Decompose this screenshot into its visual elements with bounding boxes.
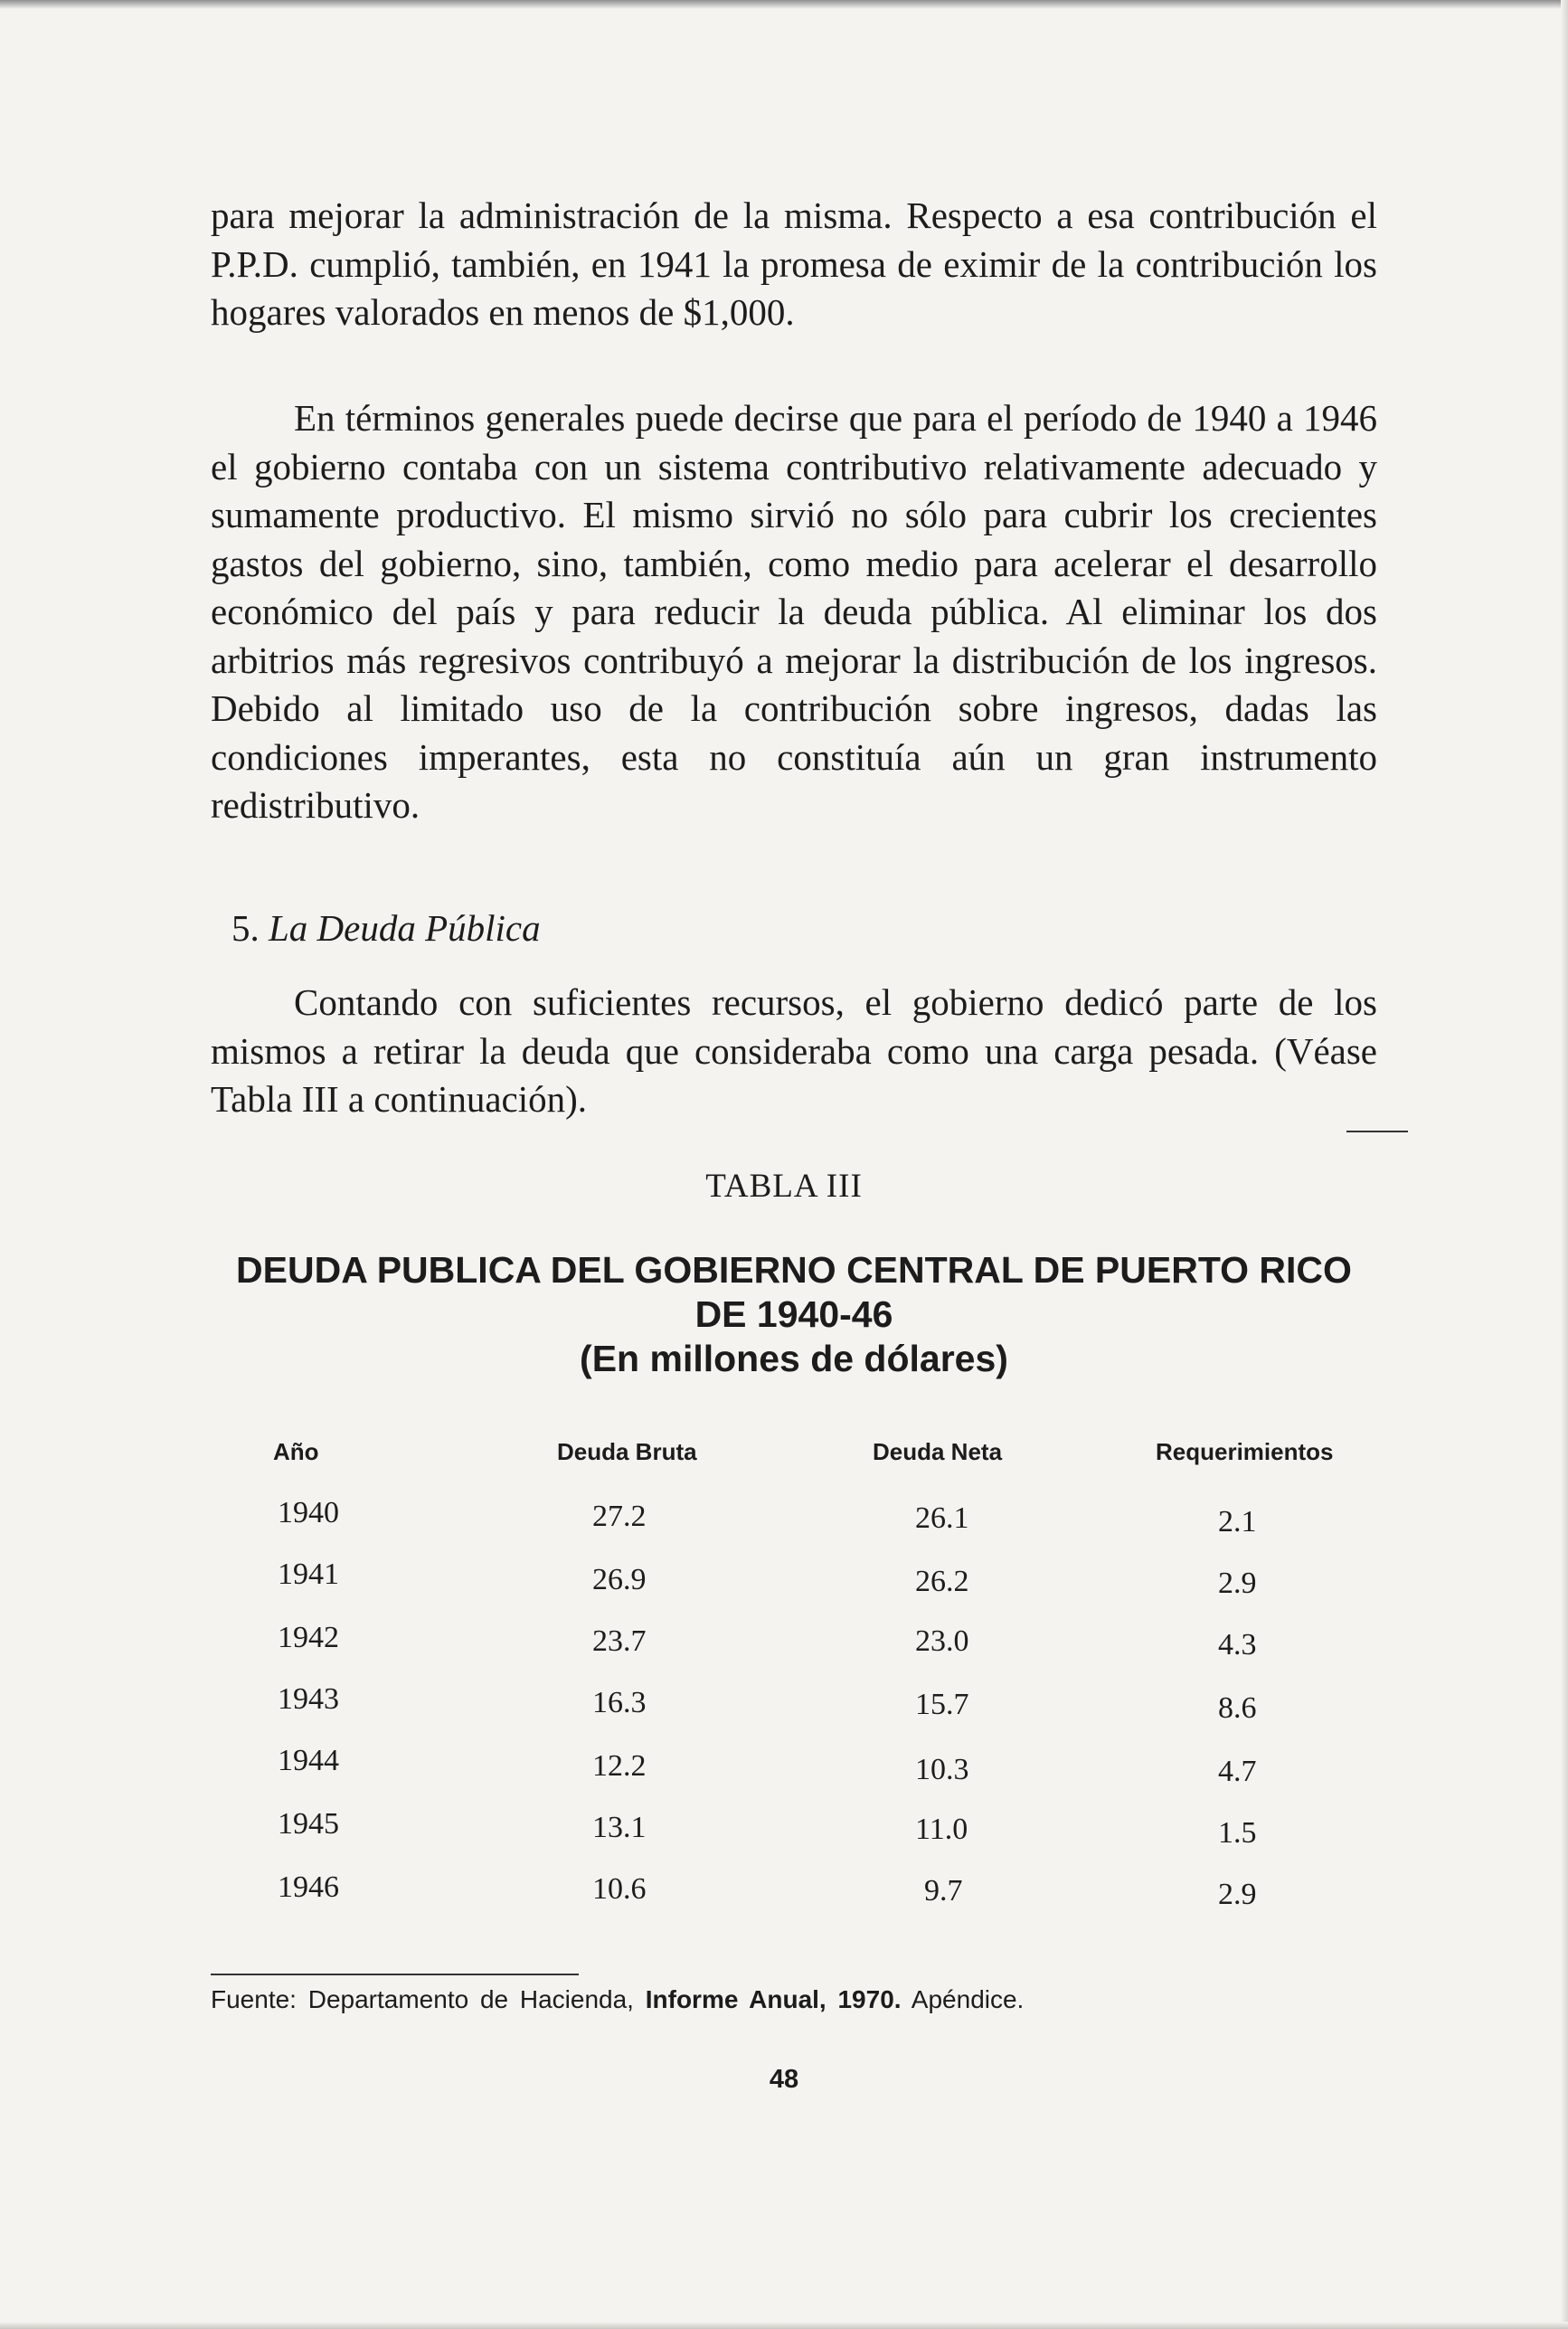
table-cell: 1943 xyxy=(278,1682,339,1716)
table-cell: 10.3 xyxy=(915,1753,969,1786)
section-title: La Deuda Pública xyxy=(269,907,541,949)
table-cell: 1942 xyxy=(278,1621,339,1654)
paragraph-2-text: En términos generales puede decirse que para el período de 1940 a 1946 el gobierno contaba con un sistema contributivo relativamente adecuado y sumamente productivo. El mismo sirvió no sólo para cubrir los crecientes gastos del gobierno, sino, también, como medio para acelerar el desarrollo económico del país y para reducir la deuda pública. Al eliminar los dos arbitrios más regresivos contribuyó a mejorar la distribución de los ingresos. Debido al limitado uso de la contribución sobre ingresos, dadas las condiciones imperantes, esta no constituía aún un gran instrumento redistributivo. xyxy=(211,397,1377,826)
table-cell: 11.0 xyxy=(915,1813,968,1846)
table-cell: 1.5 xyxy=(1218,1816,1257,1850)
table-cell: 1940 xyxy=(278,1496,339,1529)
table-cell: 26.1 xyxy=(915,1501,969,1535)
source-note xyxy=(211,1985,1024,2014)
page-number: 48 xyxy=(769,2065,799,2094)
table-cell: 2.1 xyxy=(1218,1505,1257,1538)
page-bottom-edge xyxy=(0,2322,1568,2329)
table-cell: 16.3 xyxy=(592,1686,647,1719)
table-cell: 1946 xyxy=(278,1870,339,1904)
table-cell: 26.2 xyxy=(915,1565,969,1598)
section-number: 5. xyxy=(231,907,260,949)
table-cell: 26.9 xyxy=(592,1563,647,1596)
paragraph-3 xyxy=(211,979,1377,1124)
paragraph-3-text: Contando con suficientes recursos, el gobierno dedicó parte de los mismos a retirar la deuda que consideraba como una carga pesada. (Véase Tabla III a continuación). xyxy=(211,981,1377,1120)
table-cell: 23.0 xyxy=(915,1624,969,1658)
section-heading xyxy=(231,904,541,952)
table-cell: 4.7 xyxy=(1218,1755,1257,1788)
header-net-debt: Deuda Neta xyxy=(873,1438,1003,1465)
table-cell: 13.1 xyxy=(592,1811,647,1844)
table-title xyxy=(211,1248,1377,1381)
header-gross-debt: Deuda Bruta xyxy=(557,1438,697,1465)
table-cell: 12.2 xyxy=(592,1749,647,1783)
paragraph-1 xyxy=(211,192,1377,337)
table-cell: 23.7 xyxy=(592,1624,647,1658)
table-cell: 1941 xyxy=(278,1557,339,1591)
margin-dash xyxy=(1346,1131,1408,1132)
table-title-line-1: DEUDA PUBLICA DEL GOBIERNO CENTRAL DE PUERTO RICO xyxy=(236,1249,1352,1291)
table-cell: 10.6 xyxy=(592,1872,647,1906)
page-right-edge xyxy=(1561,0,1568,2329)
header-requirements: Requerimientos xyxy=(1156,1438,1334,1465)
table-cell: 27.2 xyxy=(592,1500,647,1533)
table-cell: 2.9 xyxy=(1218,1567,1257,1600)
source-prefix: Fuente: Departamento de Hacienda, xyxy=(211,1985,634,2013)
table-title-line-3: (En millones de dólares) xyxy=(580,1338,1008,1379)
table-title-line-2: DE 1940-46 xyxy=(694,1293,893,1335)
table-cell: 8.6 xyxy=(1218,1691,1257,1725)
paragraph-1-text: para mejorar la administración de la misma. Respecto a esa contribución el P.P.D. cumplió, también, en 1941 la promesa de eximir de la contribución los hogares valorados en menos de $1,000. xyxy=(211,194,1377,333)
source-report: Informe Anual, 1970. xyxy=(645,1985,902,2013)
page-top-edge xyxy=(0,0,1568,9)
table-cell: 4.3 xyxy=(1218,1628,1257,1662)
source-divider xyxy=(211,1974,579,1975)
source-suffix: Apéndice. xyxy=(911,1985,1025,2013)
table-label: TABLA III xyxy=(705,1168,863,1205)
table-cell: 2.9 xyxy=(1218,1878,1257,1911)
table-cell: 1944 xyxy=(278,1744,339,1777)
paragraph-2 xyxy=(211,394,1377,830)
table-cell: 1945 xyxy=(278,1807,339,1841)
table-cell: 15.7 xyxy=(915,1688,969,1721)
header-year: Año xyxy=(273,1438,319,1465)
table-cell: 9.7 xyxy=(924,1874,963,1908)
